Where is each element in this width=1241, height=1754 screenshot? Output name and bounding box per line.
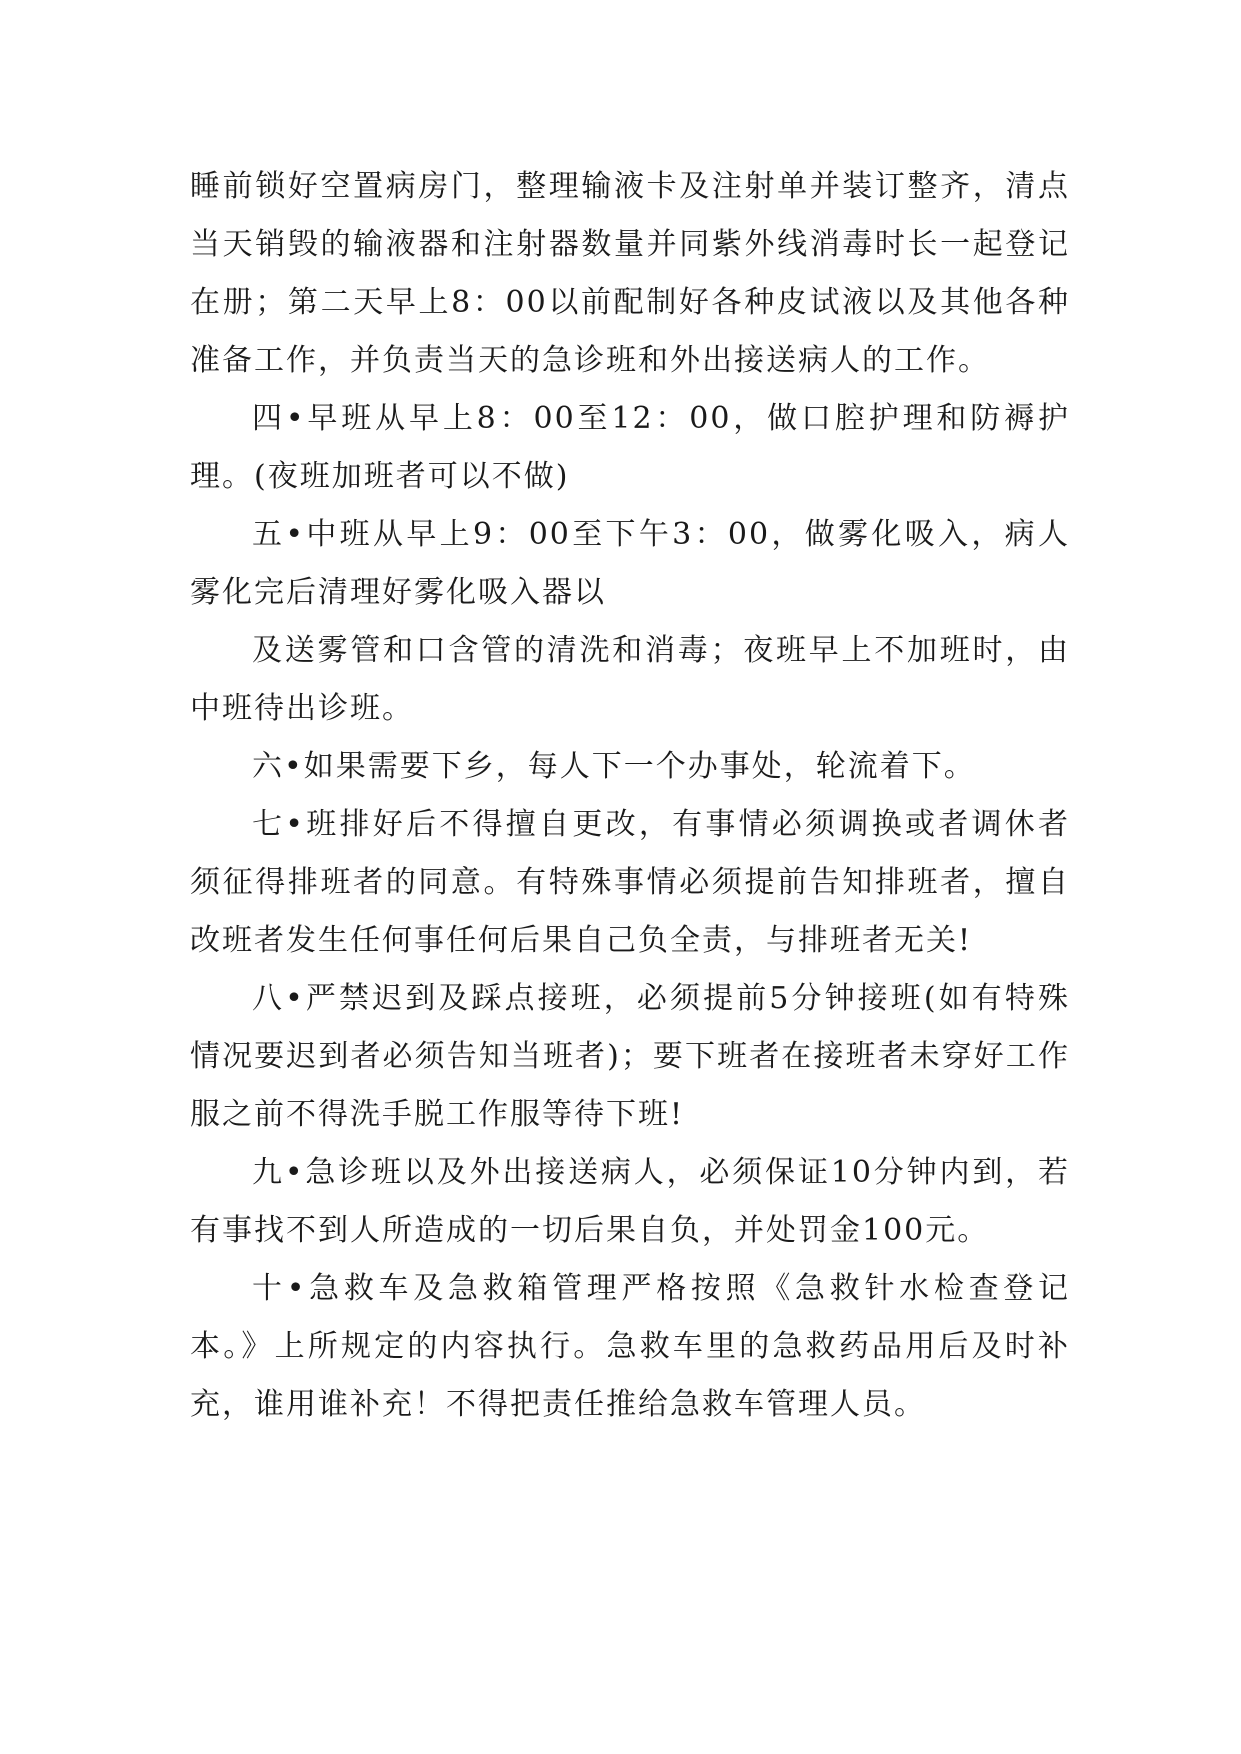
document-body xyxy=(190,158,1070,1434)
paragraph-continuation: 睡前锁好空置病房门，整理输液卡及注射单并装订整齐，清点当天销毁的输液器和注射器数量并同紫外线消毒时长一起登记在册；第二天早上8：00以前配制好各种皮试液以及其他各种准备工作，并负责当天的急诊班和外出接送病人的工作。 xyxy=(190,169,1070,378)
paragraph-item-6: 六•如果需要下乡，每人下一个办事处，轮流着下。 xyxy=(252,749,976,784)
paragraph-item-4: 四•早班从早上8：00至12：00，做口腔护理和防褥护理。(夜班加班者可以不做) xyxy=(190,401,1070,494)
paragraph-item-10: 十•急救车及急救箱管理严格按照《急救针水检查登记本。》上所规定的内容执行。急救车里的急救药品用后及时补充，谁用谁补充！不得把责任推给急救车管理人员。 xyxy=(190,1271,1070,1422)
paragraph-item-9: 九•急诊班以及外出接送病人，必须保证10分钟内到，若有事找不到人所造成的一切后果自负，并处罚金100元。 xyxy=(190,1155,1070,1248)
paragraph-item-5: 五•中班从早上9：00至下午3：00，做雾化吸入，病人雾化完后清理好雾化吸入器以 xyxy=(190,517,1070,610)
paragraph-item-7: 七•班排好后不得擅自更改，有事情必须调换或者调休者须征得排班者的同意。有特殊事情必须提前告知排班者，擅自改班者发生任何事任何后果自己负全责，与排班者无关! xyxy=(190,807,1070,958)
paragraph-item-5-continued: 及送雾管和口含管的清洗和消毒；夜班早上不加班时，由中班待出诊班。 xyxy=(190,633,1070,726)
paragraph-item-8: 八•严禁迟到及踩点接班，必须提前5分钟接班(如有特殊情况要迟到者必须告知当班者)；要下班者在接班者未穿好工作服之前不得洗手脱工作服等待下班! xyxy=(190,981,1070,1132)
